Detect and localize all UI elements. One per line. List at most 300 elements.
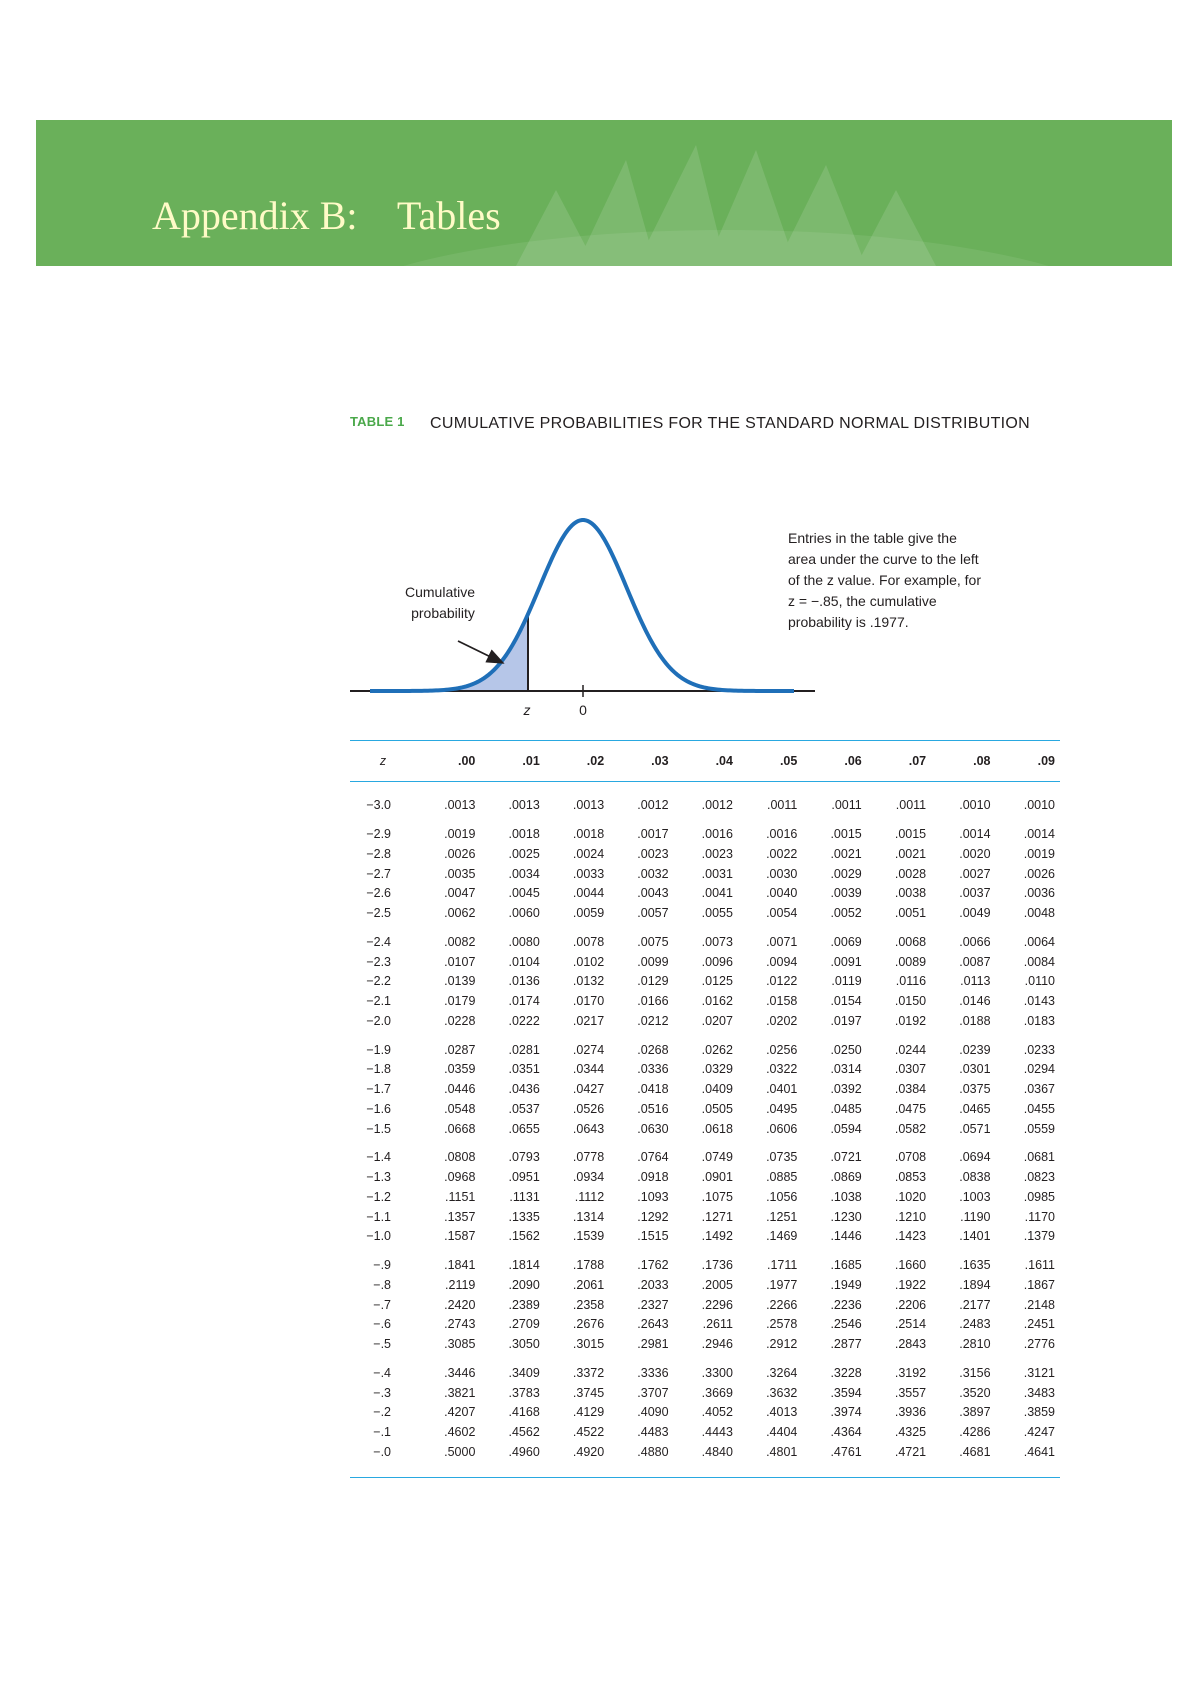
z-axis-label: z [523,702,531,718]
probability-cell: .0018 [572,827,605,842]
probability-cell: .2611 [702,1317,733,1332]
probability-cell: .0125 [701,974,733,989]
header-col: .09 [1037,754,1055,768]
probability-cell: .0023 [637,846,669,861]
probability-cell: .0041 [701,886,733,901]
probability-cell: .0015 [830,827,862,842]
probability-cell: .0537 [508,1101,540,1116]
probability-cell: .0262 [701,1042,733,1057]
probability-cell: .0838 [959,1170,991,1185]
probability-cell: .1469 [766,1229,798,1244]
probability-cell: .0375 [959,1082,991,1097]
table-row [350,1315,1060,1335]
probability-cell: .0495 [766,1101,798,1116]
table-row [350,1207,1060,1227]
probability-cell: .3050 [508,1337,540,1352]
table-row [350,816,1060,845]
table-row [350,1423,1060,1443]
probability-cell: .0031 [701,866,733,881]
probability-cell: .0064 [1023,934,1055,949]
probability-cell: .3520 [959,1385,991,1400]
probability-cell: .0287 [444,1042,476,1057]
probability-cell: .0985 [1023,1189,1055,1204]
probability-cell: .2843 [894,1337,927,1352]
probability-cell: .0047 [444,886,476,901]
probability-cell: .0336 [637,1062,669,1077]
probability-cell: .3085 [444,1337,476,1352]
probability-cell: .2061 [572,1277,605,1292]
probability-cell: .3121 [1023,1365,1055,1380]
probability-cell: .4052 [701,1405,733,1420]
probability-cell: .1587 [444,1229,476,1244]
probability-cell: .1635 [959,1258,991,1273]
probability-cell: .0129 [637,974,669,989]
table-row [350,952,1060,972]
table-row [350,1168,1060,1188]
probability-cell: .1492 [701,1229,733,1244]
probability-cell: .0606 [766,1121,798,1136]
probability-cell: .0154 [830,994,862,1009]
z-value-cell: −2.9 [366,827,391,842]
probability-cell: .0136 [508,974,540,989]
probability-cell: .1020 [894,1189,927,1204]
probability-cell: .1131 [509,1189,540,1204]
probability-cell: .0069 [830,934,862,949]
probability-cell: .0918 [637,1170,669,1185]
probability-cell: .3557 [894,1385,927,1400]
probability-cell: .0028 [894,866,927,881]
probability-cell: .0094 [766,954,798,969]
probability-cell: .0104 [508,954,540,969]
cumulative-probability-table [350,740,1060,1478]
probability-cell: .0010 [959,798,991,813]
z-value-cell: −1.4 [366,1150,391,1165]
table-title: CUMULATIVE PROBABILITIES FOR THE STANDARD NORMAL DISTRIBUTION [430,415,1031,432]
probability-cell: .0010 [1023,798,1055,813]
probability-cell: .0314 [830,1062,862,1077]
probability-cell: .0011 [831,798,862,813]
probability-cell: .3707 [637,1385,669,1400]
probability-cell: .0643 [572,1121,605,1136]
probability-cell: .1401 [959,1229,991,1244]
probability-cell: .3264 [766,1365,798,1380]
probability-cell: .0102 [572,954,605,969]
probability-cell: .0475 [894,1101,927,1116]
probability-cell: .0294 [1023,1062,1055,1077]
probability-cell: .0122 [766,974,798,989]
probability-cell: .0054 [766,906,798,921]
probability-cell: .0020 [959,846,991,861]
probability-cell: .0344 [572,1062,605,1077]
probability-cell: .1093 [637,1189,669,1204]
z-value-cell: −1.7 [366,1082,391,1097]
probability-cell: .1112 [574,1189,605,1204]
probability-cell: .4364 [830,1425,862,1440]
z-value-cell: −2.5 [366,906,391,921]
probability-cell: .3192 [894,1365,927,1380]
probability-cell: .0559 [1023,1121,1055,1136]
probability-cell: .2514 [894,1317,927,1332]
table-row [350,1247,1060,1276]
probability-cell: .0233 [1023,1042,1055,1057]
probability-cell: .1423 [894,1229,927,1244]
probability-cell: .0059 [572,906,605,921]
z-value-cell: −2.1 [366,994,391,1009]
probability-cell: .1335 [508,1209,540,1224]
probability-cell: .1736 [701,1258,733,1273]
probability-cell: .3409 [508,1365,540,1380]
z-value-cell: −2.2 [366,974,391,989]
z-value-cell: −2.7 [366,866,391,881]
probability-cell: .1539 [572,1229,605,1244]
z-value-cell: −2.6 [366,886,391,901]
probability-cell: .3783 [508,1385,540,1400]
probability-cell: .0019 [1023,846,1055,861]
probability-cell: .0202 [766,1013,798,1028]
probability-cell: .0465 [959,1101,991,1116]
probability-cell: .4286 [959,1425,991,1440]
table-row [350,1383,1060,1403]
table-row [350,1403,1060,1423]
header-col: .08 [973,754,991,768]
probability-cell: .1949 [830,1277,862,1292]
probability-cell: .0885 [766,1170,798,1185]
probability-cell: .0068 [894,934,927,949]
probability-cell: .1814 [508,1258,540,1273]
probability-cell: .0179 [444,994,476,1009]
probability-cell: .2483 [959,1317,991,1332]
probability-cell: .0027 [959,866,991,881]
probability-cell: .4801 [766,1444,798,1459]
table-row [350,972,1060,992]
probability-cell: .0571 [959,1121,991,1136]
probability-cell: .0032 [637,866,669,881]
probability-cell: .0024 [572,846,605,861]
probability-cell: .3372 [572,1365,605,1380]
probability-cell: .0087 [959,954,991,969]
probability-cell: .1611 [1024,1258,1055,1273]
probability-cell: .2912 [766,1337,798,1352]
probability-cell: .0158 [766,994,798,1009]
probability-cell: .0119 [831,974,862,989]
probability-cell: .0146 [959,994,991,1009]
probability-cell: .0174 [508,994,540,1009]
probability-cell: .0039 [830,886,862,901]
probability-cell: .0026 [444,846,476,861]
probability-cell: .2743 [444,1317,476,1332]
probability-cell: .0018 [508,827,540,842]
table-row [350,1335,1060,1355]
probability-cell: .1685 [830,1258,862,1273]
probability-cell: .0075 [637,934,669,949]
probability-cell: .1003 [959,1189,991,1204]
probability-cell: .0048 [1023,906,1055,921]
z-value-cell: −.7 [373,1297,391,1312]
probability-cell: .4443 [701,1425,733,1440]
probability-cell: .0721 [830,1150,862,1165]
z-value-cell: −2.4 [366,934,391,949]
probability-cell: .2358 [572,1297,605,1312]
probability-cell: .4880 [637,1444,669,1459]
z-value-cell: −.2 [373,1405,391,1420]
probability-cell: .0329 [701,1062,733,1077]
probability-cell: .4090 [637,1405,669,1420]
probability-cell: .0091 [830,954,862,969]
probability-cell: .0207 [701,1013,733,1028]
probability-cell: .1841 [444,1258,476,1273]
probability-cell: .2709 [508,1317,540,1332]
probability-cell: .2327 [637,1297,669,1312]
table-row [350,1227,1060,1247]
probability-cell: .2296 [701,1297,733,1312]
probability-cell: .0749 [701,1150,733,1165]
table-row [350,1443,1060,1478]
probability-cell: .0901 [701,1170,733,1185]
probability-cell: .0367 [1023,1082,1055,1097]
probability-cell: .0594 [830,1121,862,1136]
probability-cell: .0036 [1023,886,1055,901]
probability-cell: .0107 [444,954,476,969]
probability-cell: .0526 [572,1101,605,1116]
probability-cell: .0096 [701,954,733,969]
probability-cell: .0052 [830,906,862,921]
curve-label-line2: probability [411,605,475,621]
probability-cell: .0021 [894,846,927,861]
z-value-cell: −.5 [373,1337,391,1352]
probability-cell: .0764 [637,1150,669,1165]
probability-cell: .0089 [894,954,927,969]
probability-cell: .0708 [894,1150,927,1165]
probability-cell: .0170 [572,994,605,1009]
probability-cell: .0033 [572,866,605,881]
probability-cell: .0132 [572,974,605,989]
z-value-cell: −1.5 [366,1121,391,1136]
probability-cell: .3336 [637,1365,669,1380]
probability-cell: .1190 [960,1209,991,1224]
probability-cell: .0183 [1023,1013,1055,1028]
probability-cell: .0080 [508,934,540,949]
probability-cell: .0217 [572,1013,605,1028]
probability-cell: .0084 [1023,954,1055,969]
header-col: .05 [779,754,798,768]
probability-cell: .0113 [960,974,991,989]
table-body [350,782,1060,1478]
probability-cell: .1056 [766,1189,798,1204]
probability-cell: .0192 [894,1013,927,1028]
header-col: .01 [522,754,540,768]
probability-cell: .4207 [444,1405,476,1420]
probability-cell: .0485 [830,1101,862,1116]
probability-cell: .0019 [444,827,476,842]
probability-cell: .0436 [508,1082,540,1097]
probability-cell: .0268 [637,1042,669,1057]
probability-cell: .0025 [508,846,540,861]
header-col: .06 [844,754,862,768]
probability-cell: .3446 [444,1365,476,1380]
probability-cell: .0049 [959,906,991,921]
table-row [350,1060,1060,1080]
table-row [350,1188,1060,1208]
probability-cell: .0655 [508,1121,540,1136]
probability-cell: .0228 [444,1013,476,1028]
table-row [350,1276,1060,1296]
table-number: TABLE 1 [350,414,405,429]
probability-cell: .2148 [1023,1297,1055,1312]
probability-cell: .3974 [830,1405,862,1420]
table-row [350,845,1060,865]
probability-cell: .0066 [959,934,991,949]
z-value-cell: −.8 [373,1277,391,1292]
probability-cell: .0188 [959,1013,991,1028]
table-row [350,884,1060,904]
header-z: z [379,754,387,768]
normal-curve-figure [340,460,820,722]
probability-cell: .3156 [959,1365,991,1380]
probability-cell: .0110 [1024,974,1055,989]
probability-cell: .1271 [701,1209,733,1224]
probability-cell: .0735 [766,1150,798,1165]
probability-cell: .0418 [637,1082,669,1097]
probability-cell: .2090 [508,1277,540,1292]
probability-cell: .0793 [508,1150,540,1165]
probability-cell: .2389 [508,1297,540,1312]
probability-cell: .0505 [701,1101,733,1116]
probability-cell: .0150 [894,994,927,1009]
probability-cell: .0166 [637,994,669,1009]
probability-cell: .3632 [766,1385,798,1400]
table-row [350,904,1060,924]
probability-cell: .0016 [701,827,733,842]
z-value-cell: −.6 [373,1317,391,1332]
probability-cell: .0401 [766,1082,798,1097]
probability-cell: .0055 [701,906,733,921]
probability-cell: .0078 [572,934,605,949]
probability-cell: .0043 [637,886,669,901]
header-col: .02 [586,754,605,768]
probability-cell: .0823 [1023,1170,1055,1185]
probability-cell: .0044 [572,886,605,901]
probability-cell: .0013 [572,798,605,813]
probability-cell: .0015 [894,827,927,842]
probability-cell: .1867 [1023,1277,1055,1292]
probability-cell: .4761 [830,1444,862,1459]
probability-cell: .1357 [444,1209,476,1224]
probability-cell: .0021 [830,846,862,861]
probability-cell: .1515 [637,1229,669,1244]
probability-cell: .0013 [508,798,540,813]
probability-cell: .0427 [572,1082,605,1097]
probability-cell: .0143 [1023,994,1055,1009]
probability-cell: .2877 [830,1337,862,1352]
probability-cell: .0029 [830,866,862,881]
probability-cell: .0548 [444,1101,476,1116]
probability-cell: .2236 [830,1297,862,1312]
z-value-cell: −.3 [373,1385,391,1400]
probability-cell: .0516 [637,1101,669,1116]
probability-cell: .0694 [959,1150,991,1165]
probability-cell: .0040 [766,886,798,901]
z-value-cell: −.1 [373,1425,391,1440]
probability-cell: .4681 [959,1444,991,1459]
appendix-banner [36,120,1172,266]
probability-cell: .1762 [637,1258,669,1273]
probability-cell: .0139 [444,974,476,989]
probability-cell: .1788 [572,1258,605,1273]
z-value-cell: −1.8 [366,1062,391,1077]
probability-cell: .0030 [766,866,798,881]
table-row [350,864,1060,884]
probability-cell: .0359 [444,1062,476,1077]
table-header [350,741,1060,782]
probability-cell: .5000 [444,1444,476,1459]
probability-cell: .4721 [894,1444,927,1459]
probability-cell: .0162 [701,994,733,1009]
probability-cell: .0026 [1023,866,1055,881]
table-header-row [350,741,1060,782]
probability-cell: .0071 [766,934,798,949]
probability-cell: .3936 [894,1405,927,1420]
probability-cell: .0582 [894,1121,927,1136]
probability-arrow [458,641,503,663]
probability-cell: .0017 [637,827,669,842]
probability-cell: .3594 [830,1385,862,1400]
probability-cell: .1922 [894,1277,927,1292]
probability-cell: .4920 [572,1444,605,1459]
probability-cell: .4562 [508,1425,540,1440]
probability-cell: .2451 [1023,1317,1055,1332]
zero-axis-label: 0 [579,702,587,718]
probability-cell: .0016 [766,827,798,842]
probability-cell: .0778 [572,1150,605,1165]
z-value-cell: −1.3 [366,1170,391,1185]
probability-cell: .4641 [1023,1444,1055,1459]
probability-cell: .2946 [701,1337,733,1352]
probability-cell: .3859 [1023,1405,1055,1420]
probability-cell: .0351 [508,1062,540,1077]
probability-cell: .2676 [572,1317,605,1332]
z-value-cell: −2.3 [366,954,391,969]
probability-cell: .0250 [830,1042,862,1057]
probability-cell: .0022 [766,846,798,861]
probability-cell: .0035 [444,866,476,881]
probability-cell: .0239 [959,1042,991,1057]
probability-cell: .0037 [959,886,991,901]
probability-cell: .0082 [444,934,476,949]
z-value-cell: −1.6 [366,1101,391,1116]
probability-cell: .1251 [766,1209,798,1224]
probability-cell: .0951 [508,1170,540,1185]
probability-cell: .0869 [830,1170,862,1185]
appendix-title: Appendix B: Tables [152,193,501,238]
probability-cell: .2119 [445,1277,476,1292]
probability-cell: .0034 [508,866,540,881]
probability-cell: .2546 [830,1317,862,1332]
table-row [350,1100,1060,1120]
probability-cell: .4247 [1023,1425,1055,1440]
probability-cell: .1977 [766,1277,798,1292]
probability-cell: .2177 [959,1297,991,1312]
probability-cell: .0455 [1023,1101,1055,1116]
table-row [350,1012,1060,1032]
table-row [350,1031,1060,1060]
z-value-cell: −.4 [373,1365,391,1380]
probability-cell: .2776 [1023,1337,1055,1352]
curve-label-line1: Cumulative [404,584,476,600]
probability-cell: .0853 [894,1170,927,1185]
probability-cell: .0023 [701,846,733,861]
probability-cell: .0057 [637,906,669,921]
probability-cell: .0668 [444,1121,476,1136]
